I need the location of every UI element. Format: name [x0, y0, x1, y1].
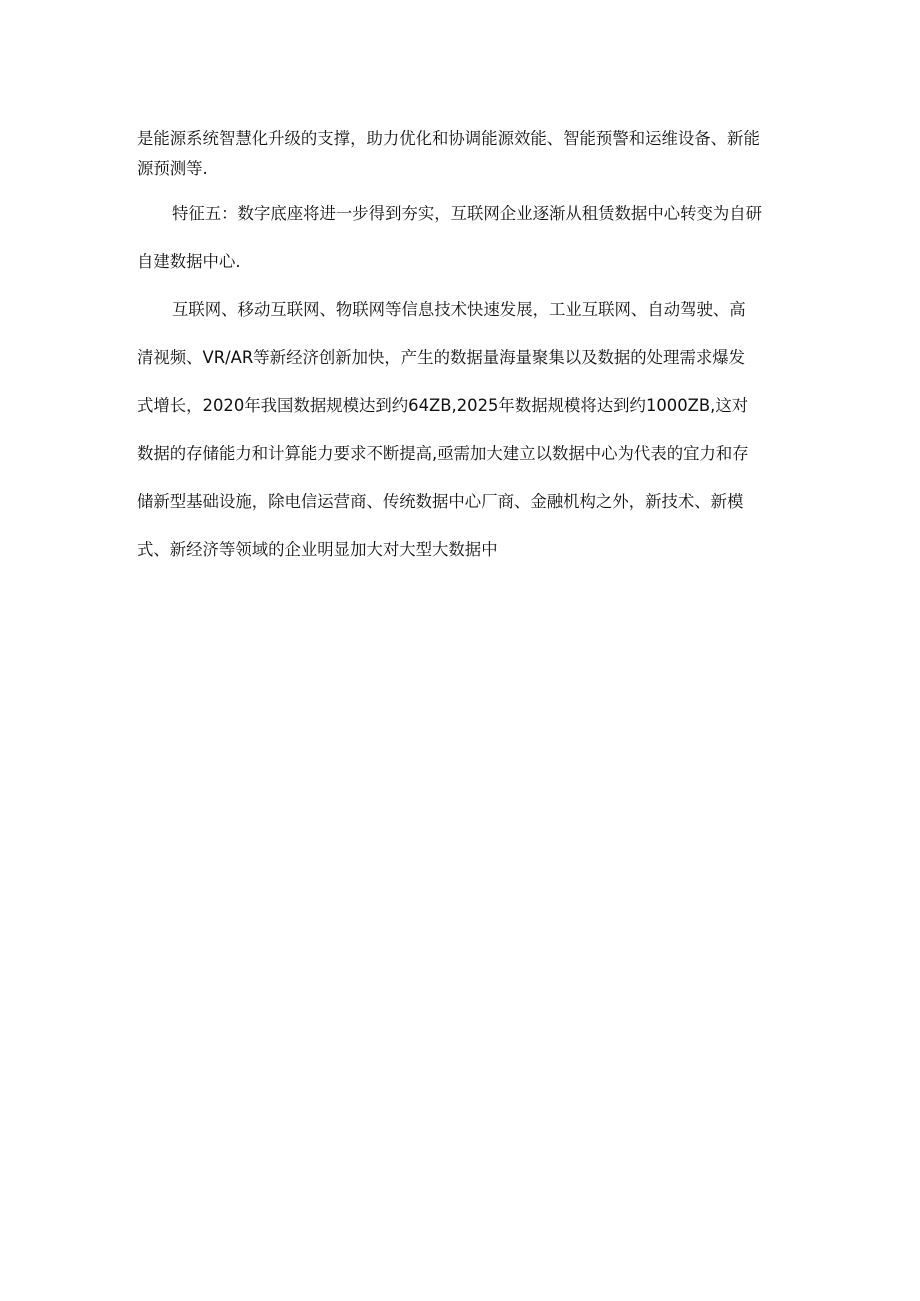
paragraph-3-line-6: 式、新经济等领域的企业明显加大对大型大数据中 — [137, 540, 498, 559]
paragraph-3-line-5: 储新型基础设施，除电信运营商、传统数据中心厂商、金融机构之外，新技术、新模 — [137, 492, 744, 511]
paragraph-1-line-1: 是能源系统智慧化升级的支撑，助力优化和协调能源效能、智能预警和运维设备、新能 — [137, 129, 760, 148]
paragraph-3-line-3: 式增长，2020年我国数据规模达到约64ZB,2025年数据规模将达到约1000ZB,这对 — [137, 396, 749, 415]
paragraph-3-line-2: 清视频、VR/AR等新经济创新加快，产生的数据量海量聚集以及数据的处理需求爆发 — [137, 348, 746, 367]
paragraph-1-line-2: 源预测等. — [137, 159, 208, 178]
paragraph-3-line-4: 数据的存储能力和计算能力要求不断提高,亟需加大建立以数据中心为代表的宜力和存 — [137, 444, 749, 463]
paragraph-2-line-1: 特征五：数字底座将进一步得到夯实，互联网企业逐渐从租赁数据中心转变为自研 — [172, 204, 763, 223]
paragraph-2-line-2: 自建数据中心. — [137, 252, 241, 271]
paragraph-3-line-1: 互联网、移动互联网、物联网等信息技术快速发展，工业互联网、自动驾驶、高 — [172, 300, 746, 319]
